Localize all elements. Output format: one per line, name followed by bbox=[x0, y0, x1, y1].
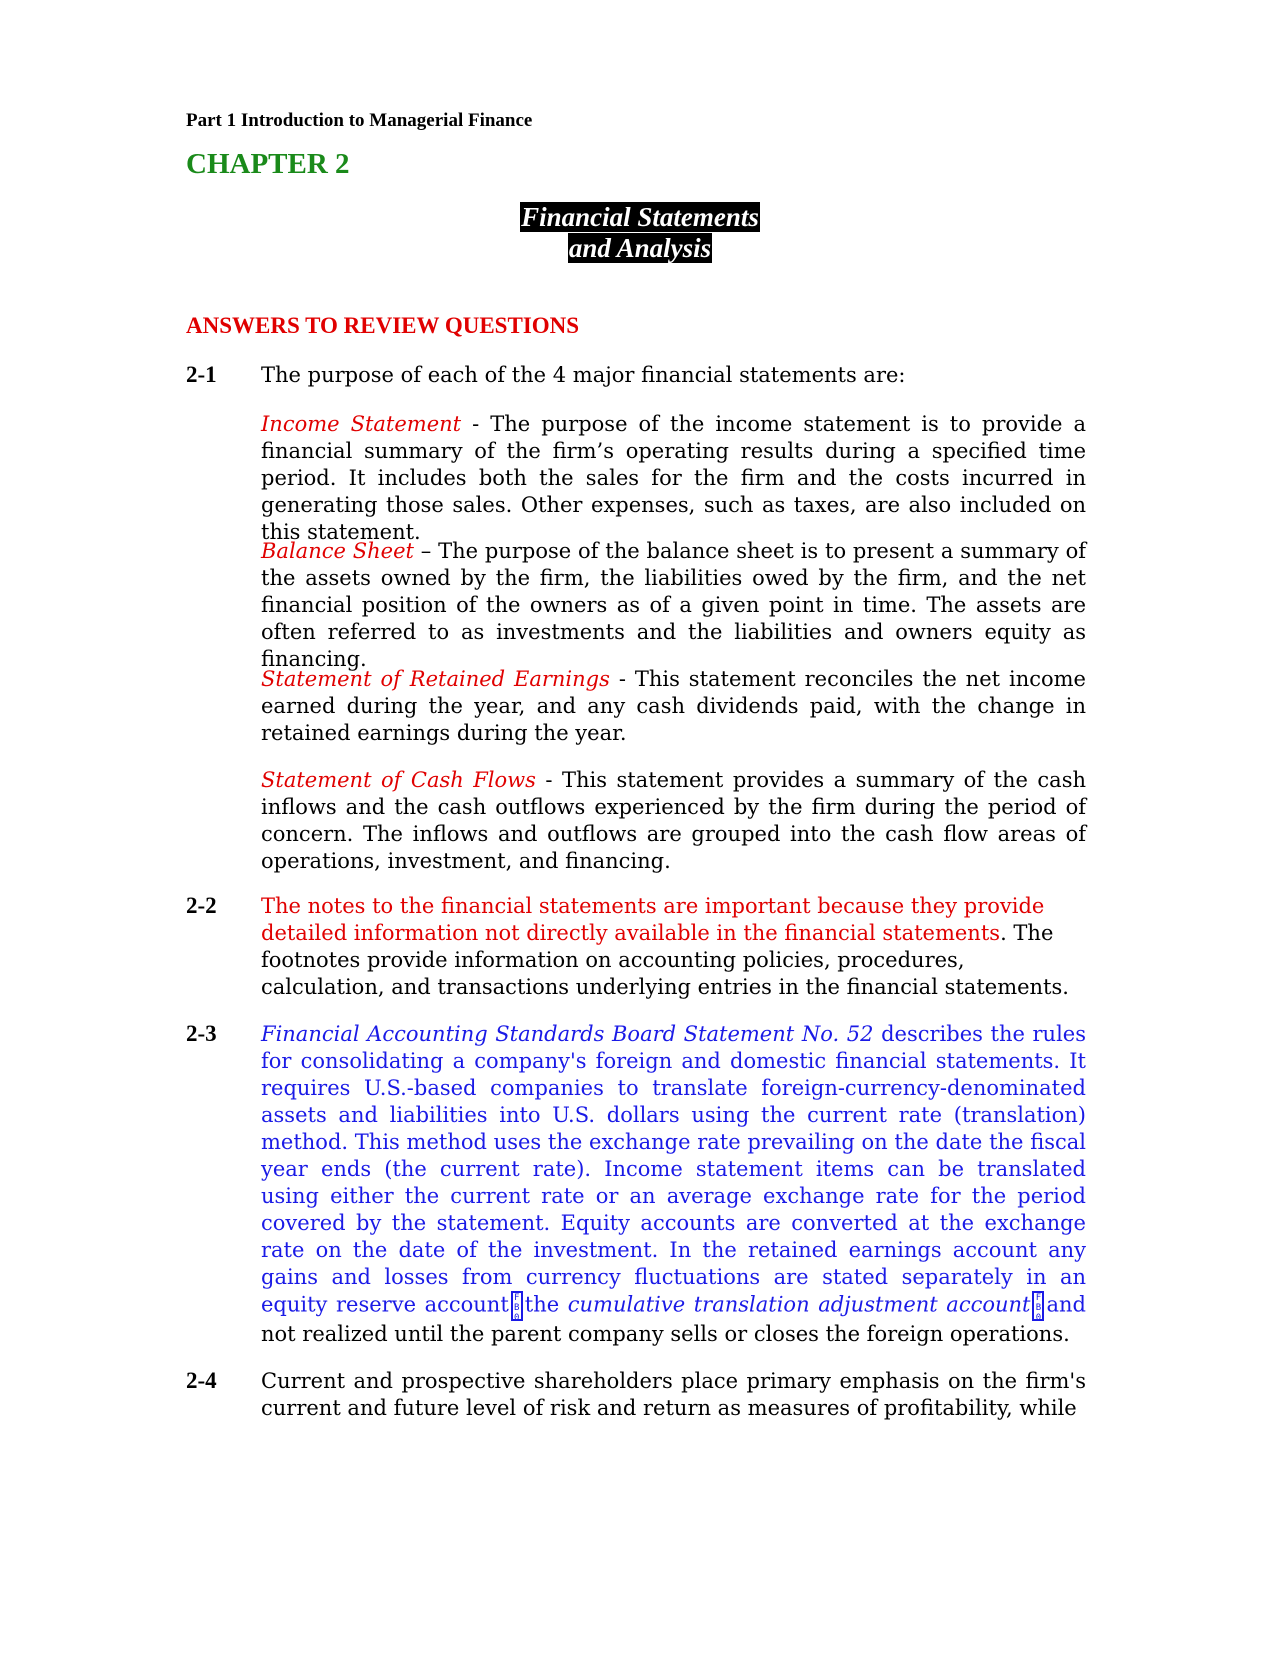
balance-sheet-paragraph bbox=[261, 538, 1086, 673]
question-number-2-4: 2-4 bbox=[186, 1368, 217, 1393]
income-statement-paragraph bbox=[261, 411, 1086, 546]
section-heading: ANSWERS TO REVIEW QUESTIONS bbox=[186, 313, 580, 338]
question-2-1-intro: The purpose of each of the 4 major financial statements are: bbox=[261, 363, 906, 387]
notes-importance-text: The notes to the financial statements are important because they provide detailed information not directly available in the financial statements bbox=[261, 894, 1045, 945]
fasb-text-end: not realized until the parent company sells or closes the foreign operations. bbox=[261, 1322, 1070, 1346]
income-statement-term: Income Statement bbox=[261, 412, 462, 436]
field-marker-icon: F B 0 bbox=[1032, 1291, 1044, 1321]
question-number-2-2: 2-2 bbox=[186, 893, 217, 918]
retained-earnings-paragraph bbox=[261, 666, 1086, 747]
chapter-heading: CHAPTER 2 bbox=[186, 148, 350, 180]
retained-earnings-term: Statement of Retained Earnings bbox=[261, 667, 610, 691]
chapter-title bbox=[0, 202, 1280, 264]
fasb-statement-term: Financial Accounting Standards Board Statement No. 52 bbox=[261, 1022, 874, 1046]
cash-flows-paragraph bbox=[261, 767, 1086, 875]
cash-flows-text: - This statement provides a summary of the cash inflows and the cash outflows experienced by the firm during the period of concern. The inflows and outflows are grouped into the cash flow areas of operations, investment, and financing. bbox=[261, 768, 1086, 873]
question-number-2-3: 2-3 bbox=[186, 1021, 217, 1046]
retained-earnings-text: - This statement reconciles the net income earned during the year, and any cash dividends paid, with the change in retained earnings during the year. bbox=[261, 667, 1086, 745]
part-header: Part 1 Introduction to Managerial Finance bbox=[186, 110, 533, 131]
fasb-text-the: the bbox=[524, 1292, 568, 1317]
question-2-4-answer: Current and prospective shareholders place primary emphasis on the firm's current and future level of risk and return as measures of profitability, while bbox=[261, 1369, 1086, 1420]
chapter-title-line2: and Analysis bbox=[568, 233, 712, 263]
footnotes-text: . The footnotes provide information on accounting policies, procedures, calculation, and transactions underlying entries in the financial statements. bbox=[261, 921, 1069, 999]
question-2-2-answer bbox=[261, 893, 1086, 1001]
income-statement-text: - The purpose of the income statement is to provide a financial summary of the firm’s operating results during a specified time period. It includes both the sales for the firm and the costs incurred in generating those sales. Other expenses, such as taxes, are also included on this statement. bbox=[261, 412, 1086, 544]
question-number-2-1: 2-1 bbox=[186, 362, 217, 387]
chapter-title-line1: Financial Statements bbox=[521, 202, 759, 232]
question-2-3-answer bbox=[261, 1021, 1086, 1348]
balance-sheet-text: – The purpose of the balance sheet is to present a summary of the assets owned by the firm, the liabilities owed by the firm, and the net financial position of the owners as of a given point in time. The assets are often referred to as investments and the liabilities and owners equity as financing. bbox=[261, 539, 1086, 671]
cash-flows-term: Statement of Cash Flows bbox=[261, 768, 536, 792]
field-marker-icon: F B 0 bbox=[511, 1291, 523, 1321]
fasb-text-and: and bbox=[1046, 1292, 1086, 1317]
cumulative-translation-term: cumulative translation adjustment account bbox=[567, 1292, 1031, 1317]
balance-sheet-term: Balance Sheet bbox=[261, 539, 414, 563]
fasb-text: describes the rules for consolidating a company's foreign and domestic financial statements. It requires U.S.-based companies to translate foreign-currency-denominated assets and liabilities into U.S. dollars using the current rate (translation) method. This method uses the exchange rate prevailing on the date the fiscal year ends (the current rate). Income statement items can be translated using either the current rate or an average exchange rate for the period covered by the statement. Equity accounts are converted at the exchange rate on the date of the investment. In the retained earnings account any gains and losses from currency fluctuations are stated separately in an equity reserve account bbox=[261, 1022, 1087, 1317]
